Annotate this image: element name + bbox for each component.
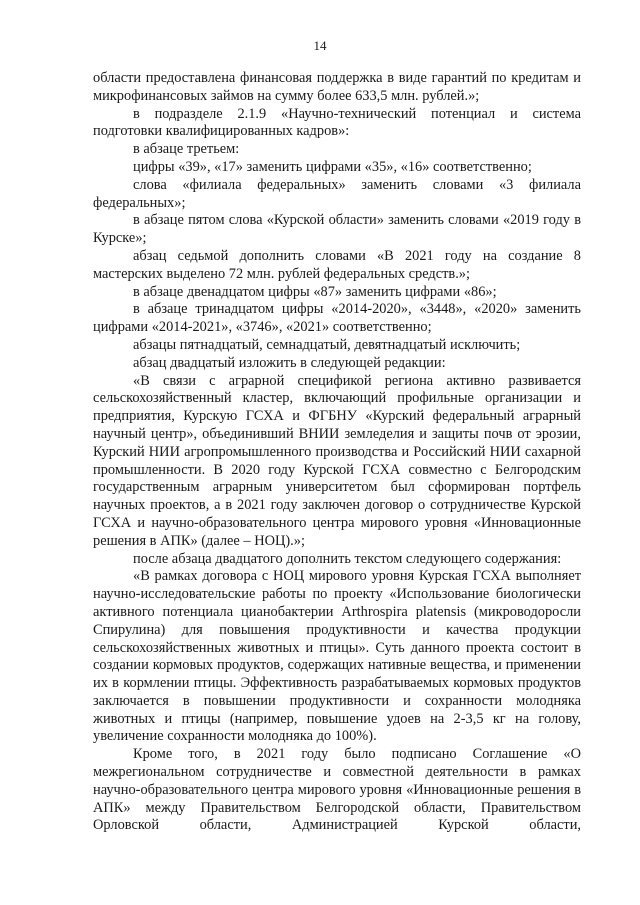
paragraph: после абзаца двадцатого дополнить текстом следующего содержания: [133,550,562,567]
paragraph: слова «филиала федеральных» заменить словами «3 филиала федеральных»; [93,176,581,211]
paragraph: в абзаце третьем: [133,141,240,158]
paragraph: абзац седьмой дополнить словами «В 2021 году на создание 8 мастерских выделено 72 млн. рублей федеральных средств.»; [93,247,581,282]
paragraph: «В связи с аграрной спецификой региона активно развивается сельскохозяйственный кластер, включающий профильные организации и предприятия, Курскую ГСХА и ФГБНУ «Курский федеральный аграрный научный центр», объединивший ВНИИ земледелия и защиты почв от эрозии, Курский НИИ агропромышленного производства и Российский НИИ сахарной промышленности. В 2020 году Курской ГСХА совместно с Белгородским государственным аграрным университетом был сформирован портфель научных проектов, а в 2021 году заключен договор о сотрудничестве Курской ГСХА и научно-образовательного центра мирового уровня «Инновационные решения в АПК» (далее – НОЦ).»; [93,372,581,549]
paragraph: в абзаце тринадцатом цифры «2014-2020», «3448», «2020» заменить цифрами «2014-2021», «3746», «2021» соответственно; [93,301,581,336]
paragraph: абзацы пятнадцатый, семнадцатый, девятнадцатый исключить; [133,336,521,353]
paragraph: «В рамках договора с НОЦ мирового уровня Курская ГСХА выполняет научно-исследовательские работы по проекту «Использование биологически активного потенциала цианобактерии Arthrospira platensis (микроводоросли Спирулина) для повышения продуктивности и качества продукции сельскохозяйственных животных и птицы». Суть данного проекта состоит в создании кормовых продуктов, содержащих нативные вещества, и применении их в кормлении птицы. Эффективность разрабатываемых кормовых продуктов заключается в повышении продуктивности и сохранности молодняка животных и птицы (например, повышение удоев на 2-3,5 кг на голову, увеличение сохранности молодняка до 100%). [93,568,581,745]
paragraph: абзац двадцатый изложить в следующей редакции: [133,354,446,371]
paragraph: в абзаце двенадцатом цифры «87» заменить цифрами «86»; [133,283,497,300]
paragraph: цифры «39», «17» заменить цифрами «35», «16» соответственно; [133,158,532,175]
paragraph: области предоставлена финансовая поддержка в виде гарантий по кредитам и микрофинансовых займов на сумму более 633,5 млн. рублей.»; [93,70,581,104]
paragraph: в подразделе 2.1.9 «Научно-технический потенциал и система подготовки квалифицированных кадров»: [93,105,581,140]
document-body [93,70,581,835]
paragraph: в абзаце пятом слова «Курской области» заменить словами «2019 году в Курске»; [93,212,581,247]
paragraph: Кроме того, в 2021 году было подписано Соглашение «О межрегиональном сотрудничестве и совместной деятельности в рамках научно-образовательного центра мирового уровня «Инновационные решения в АПК» между Правительством Белгородской области, Правительством Орловской области, Администрацией Курской области, [93,746,581,834]
page-number: 14 [313,38,327,53]
